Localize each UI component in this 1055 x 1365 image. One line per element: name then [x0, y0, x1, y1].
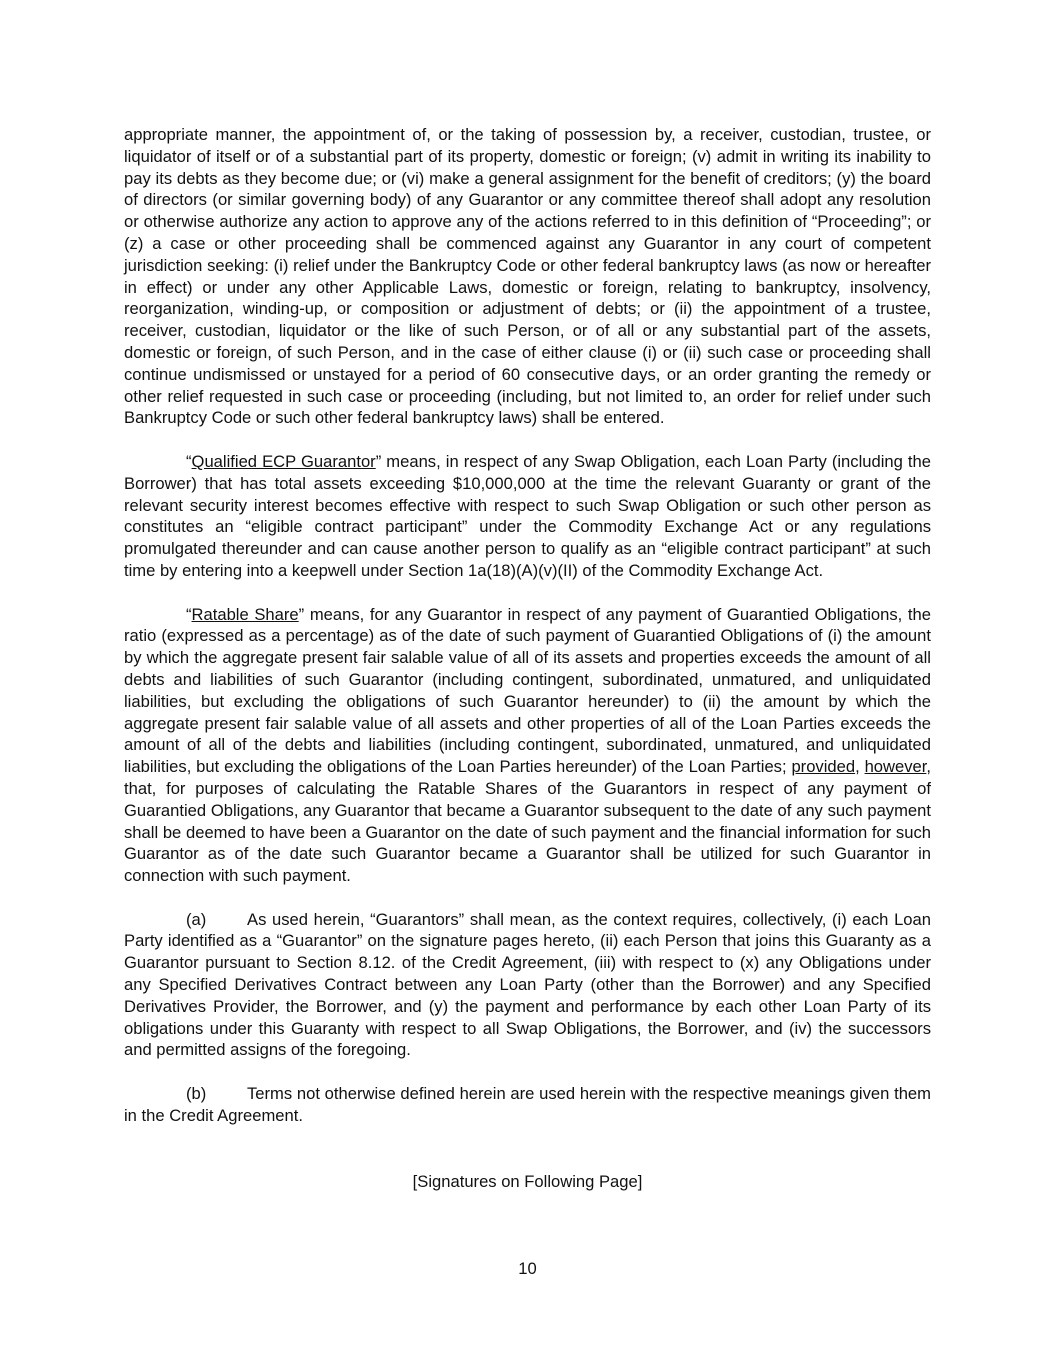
clause-a-text: As used herein, “Guarantors” shall mean, as the context requires, collectively, (i) each Loan Party identified as a “Guarantor” on the signature pages hereto, (ii) each Person that joins this Guaranty as a Guarantor pursuant to Section 8.12. of the Credit Agreement, (iii) with respect to (x) any Obligations under any Specified Derivatives Contract between any Loan Party (other than the Borrower) and any Specified Derivatives Provider, the Borrower, and (y) the payment and performance by each other Loan Party of its obligations under this Guaranty with respect to all Swap Obligations, the Borrower, and (iv) the successors and permitted assigns of the foregoing.	[124, 909, 931, 1060]
comma-text: ,	[855, 757, 865, 777]
page-number: 10	[518, 1259, 537, 1278]
document-body	[124, 124, 931, 1148]
proceeding-definition-paragraph: appropriate manner, the appointment of, or the taking of possession by, a receiver, custodian, trustee, or liquidator of itself or of a substantial part of its property, domestic or foreign; (v) admit in writing its inability to pay its debts as they become due; or (vi) make a general assignment for the benefit of creditors; (y) the board of directors (or similar governing body) of any Guarantor or any committee thereof shall adopt any resolution or otherwise authorize any action to approve any of the actions referred to in this definition of “Proceeding”; or (z) a case or other proceeding shall be commenced against any Guarantor in any court of competent jurisdiction seeking: (i) relief under the Bankruptcy Code or other federal bankruptcy laws (as now or hereafter in effect) or under any other Applicable Laws, domestic or foreign, relating to bankruptcy, insolvency, reorganization, winding-up, or composition or adjustment of debts; or (ii) the appointment of a trustee, receiver, custodian, liquidator or the like of such Person, or of all or any substantial part of the assets, domestic or foreign, of such Person, and in the case of either clause (i) or (ii) such case or proceeding shall continue undismissed or unstayed for a period of 60 consecutive days, or an order granting the remedy or other relief requested in such case or proceeding (including, but not limited to, an order for relief under such Bankruptcy Code or such other federal bankruptcy laws) shall be entered.	[124, 125, 931, 428]
open-quote: “	[186, 451, 192, 471]
defined-term-ratable-share: Ratable Share	[191, 604, 299, 624]
definition-text: ” means, for any Guarantor in respect of any payment of Guarantied Obligations, the ratio (expressed as a percentage) as of the date of such payment of Guarantied Obligations of (i) the amount by which the aggregate present fair salable value of all of its assets and properties exceeds the amount of all debts and liabilities of such Guarantor (including contingent, subordinated, unmatured, and unliquidated liabilities, but excluding the obligations of such Guarantor hereunder) to (ii) the amount by which the aggregate present fair salable value of all assets and other properties of all of the Loan Parties exceeds the amount of all of the debts and liabilities (including contingent, subordinated, unmatured, and unliquidated liabilities, but excluding the obligations of the Loan Parties hereunder) of the Loan Parties;	[124, 604, 931, 777]
clause-a-label: (a)	[186, 909, 207, 929]
clause-b-text: Terms not otherwise defined herein are used herein with the respective meanings given them in the Credit Agreement.	[124, 1084, 931, 1125]
clause-b-paragraph	[124, 1083, 931, 1127]
defined-term-qualified-ecp-guarantor: Qualified ECP Guarantor	[191, 451, 376, 471]
clause-b-label: (b)	[186, 1084, 207, 1104]
ratable-share-definition	[124, 604, 931, 887]
qualified-ecp-guarantor-definition	[124, 451, 931, 582]
provided-term: provided	[791, 757, 856, 777]
signatures-following-note: [Signatures on Following Page]	[412, 1172, 643, 1191]
proviso-text: , that, for purposes of calculating the Ratable Shares of the Guarantors in respect of any payment of Guarantied Obligations, any Guarantor that became a Guarantor subsequent to the date of any such payment shall be deemed to have been a Guarantor on the date of such payment and the financial information for such Guarantor as of the date such Guarantor became a Guarantor shall be utilized for such Guarantor in connection with such payment.	[124, 757, 932, 886]
open-quote: “	[186, 604, 192, 624]
clause-a-paragraph	[124, 909, 931, 1062]
however-term: however	[864, 757, 927, 777]
definition-text: ” means, in respect of any Swap Obligation, each Loan Party (including the Borrower) that has total assets exceeding $10,000,000 at the time the relevant Guaranty or grant of the relevant security interest becomes effective with respect to such Swap Obligation or such other person as constitutes an “eligible contract participant” under the Commodity Exchange Act or any regulations promulgated thereunder and can cause another person to qualify as an “eligible contract participant” at such time by entering into a keepwell under Section 1a(18)(A)(v)(II) of the Commodity Exchange Act.	[124, 451, 931, 580]
